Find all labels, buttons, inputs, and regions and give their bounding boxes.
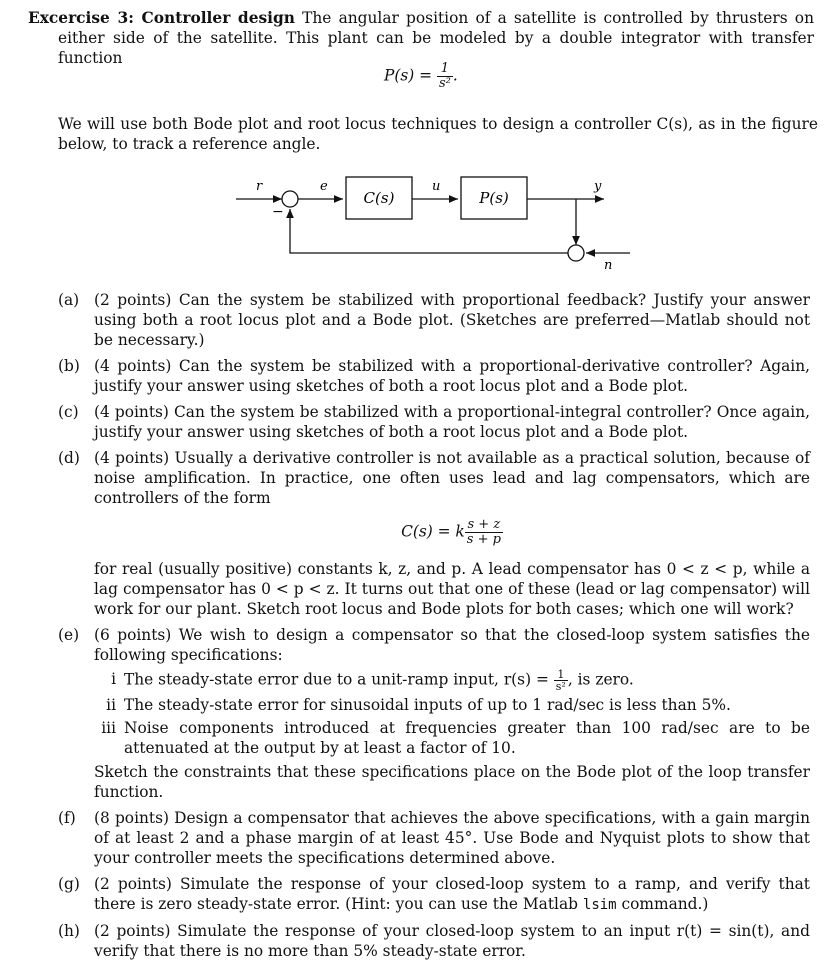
part-f-text: (8 points) Design a compensator that achieves the above specifications, with a gain margin of at least 2 and a phase margin of at least 45°. Use Bode and Nyquist plots to show that your controller meets the specifications determined above.: [94, 809, 810, 867]
part-c-text: (4 points) Can the system be stabilized with a proportional-integral controller? Once again, justify your answer using sketches of both a root locus plot and a Bode plot.: [94, 403, 810, 441]
part-f: [58, 808, 810, 868]
spec-ii-text: The steady-state error for sinusoidal inputs of up to 1 rad/sec is less than 5%.: [124, 696, 731, 714]
spec-ii-label: ii: [106, 696, 116, 714]
summing-junction: [282, 191, 298, 207]
plant-fraction: [437, 62, 453, 91]
part-h-text: (2 points) Simulate the response of your closed-loop system to an input r(t) = sin(t), and verify that there is no more than 5% steady-state error.: [94, 922, 810, 960]
spec-i-denominator: s²: [555, 680, 566, 693]
spec-i-pre: The steady-state error due to a unit-ramp input, r(s) =: [124, 670, 549, 689]
spec-i-label: i: [111, 670, 116, 688]
part-a-text: (2 points) Can the system be stabilized with proportional feedback? Justify your answer using both a root locus plot and a Bode plot. (Sketches are preferred—Matlab should not be necessary.): [94, 291, 810, 349]
plant-numerator: 1: [437, 62, 453, 77]
parts-list: [58, 290, 810, 967]
part-d-text: (4 points) Usually a derivative controller is not available as a practical solution, because of noise amplification. In practice, one often uses lead and lag compensators, which are controllers of the form: [94, 449, 810, 507]
spec-i: [94, 669, 810, 692]
compensator-fraction: [465, 518, 503, 547]
spec-i-post: , is zero.: [567, 670, 634, 689]
compensator-denominator: s + p: [466, 532, 501, 547]
part-g: [58, 874, 810, 915]
plant-end: .: [452, 66, 458, 85]
spec-list: [94, 669, 810, 758]
part-d-text2: for real (usually positive) constants k, z, and p. A lead compensator has 0 < z < p, while a lag compensator has 0 < p < z. It turns out that one of these (lead or lag compensator) will work for our plant. Sketch root locus and Bode plots for both cases; which one will work?: [94, 560, 810, 618]
part-g-post: command.): [621, 895, 709, 913]
intro-text: The angular position of a satellite is controlled by thrusters on either side of the satellite. This plant can be modeled by a double integrator with transfer function: [58, 9, 814, 67]
part-c-label: (c): [58, 403, 79, 421]
block-diagram: [0, 168, 829, 288]
part-b: [58, 356, 810, 396]
label-e: e: [320, 179, 328, 194]
exercise-title: Excercise 3: Controller design: [28, 9, 295, 27]
part-g-code: lsim: [582, 897, 617, 913]
plant-equation: [384, 62, 458, 91]
noise-junction: [568, 245, 584, 261]
part-g-pre: (2 points) Simulate the response of your closed-loop system to a ramp, and verify that there is zero steady-state error. (Hint: you can use the Matlab: [94, 875, 810, 913]
spec-iii-label: iii: [101, 719, 116, 737]
part-a-label: (a): [58, 291, 80, 309]
part-e-label: (e): [58, 626, 80, 644]
part-e: [58, 625, 810, 802]
spec-i-fraction: [554, 669, 568, 692]
followup-paragraph: We will use both Bode plot and root locus techniques to design a controller C(s), as in the figure below, to track a reference angle.: [58, 115, 818, 153]
part-b-text: (4 points) Can the system be stabilized with a proportional-derivative controller? Again, justify your answer using sketches of both a root locus plot and a Bode plot.: [94, 357, 810, 395]
plant-label: P(s): [479, 189, 509, 207]
part-b-label: (b): [58, 357, 80, 375]
label-minus: −: [272, 204, 284, 220]
part-e-text2: Sketch the constraints that these specifications place on the Bode plot of the loop transfer function.: [94, 763, 810, 801]
part-h: [58, 921, 810, 961]
plant-lhs: P(s) =: [384, 66, 433, 85]
label-u: u: [432, 179, 441, 194]
exercise-intro: [28, 8, 814, 68]
intro-paragraph: [28, 8, 814, 68]
part-f-label: (f): [58, 809, 76, 827]
part-d-label: (d): [58, 449, 80, 467]
part-e-text: (6 points) We wish to design a compensator so that the closed-loop system satisfies the following specifications:: [94, 626, 810, 664]
compensator-numerator: s + z: [465, 518, 503, 533]
compensator-equation: [94, 518, 810, 547]
part-a: [58, 290, 810, 350]
spec-iii: [94, 718, 810, 758]
label-n: n: [604, 258, 613, 273]
part-g-label: (g): [58, 875, 80, 893]
part-c: [58, 402, 810, 442]
part-h-label: (h): [58, 922, 80, 940]
controller-label: C(s): [363, 189, 395, 207]
label-y: y: [594, 179, 602, 194]
label-r: r: [256, 179, 263, 194]
spec-ii: [94, 695, 810, 715]
spec-i-numerator: 1: [554, 669, 568, 681]
part-d: [58, 448, 810, 619]
plant-denominator: s²: [438, 76, 451, 91]
compensator-lhs: C(s) = k: [401, 522, 465, 541]
spec-iii-text: Noise components introduced at frequencies greater than 100 rad/sec are to be attenuated at the output by at least a factor of 10.: [124, 719, 810, 757]
